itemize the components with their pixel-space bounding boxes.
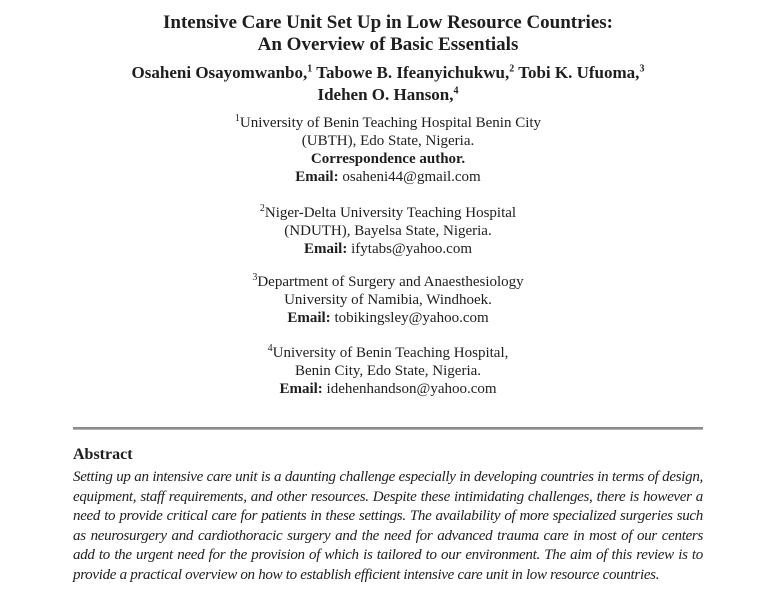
- affiliation-line: [73, 204, 703, 222]
- email-label: Email:: [304, 241, 348, 257]
- affiliation-3: [73, 273, 703, 327]
- affiliation-line: [73, 114, 703, 132]
- affiliation-institution: Department of Surgery and Anaesthesiology: [257, 274, 524, 290]
- affiliation-marker: 3: [639, 63, 645, 75]
- affiliation-number: 1: [234, 113, 240, 124]
- affiliation-1: [73, 114, 703, 186]
- email-address: tobikingsley@yahoo.com: [334, 310, 489, 326]
- email-address: idehenhandson@yahoo.com: [326, 381, 497, 397]
- paper-title-line-2: An Overview of Basic Essentials: [257, 34, 519, 55]
- affiliation-line: (NDUTH), Bayelsa State, Nigeria.: [284, 223, 492, 239]
- email-line: [73, 168, 703, 186]
- affiliation-marker: 4: [453, 85, 459, 97]
- document-page: [0, 12, 776, 596]
- author-name: Idehen O. Hanson,: [317, 85, 454, 104]
- affiliation-line: [73, 273, 703, 291]
- affiliation-institution: University of Benin Teaching Hospital Benin City: [239, 115, 542, 131]
- affiliation-line: [73, 344, 703, 362]
- author-line-1: [73, 62, 703, 84]
- page-content: [73, 12, 703, 585]
- abstract-text: Setting up an intensive care unit is a daunting challenge especially in developing countries in terms of design, equipment, staff requirements, and other resources. Despite these intimidating challenges, there is however a need to provide critical care for patients in these settings. The availability of more specialized surgeries such as neurosurgery and cardiothoracic surgery and the need for advanced trauma care in most of our centers add to the urgent need for the provision of which is tailored to our environment. The aim of this review is to provide a practical overview on how to establish efficient intensive care unit in low resource countries.: [73, 469, 703, 583]
- affiliation-line: University of Namibia, Windhoek.: [284, 292, 492, 308]
- affiliation-number: 4: [267, 343, 273, 354]
- email-address: ifytabs@yahoo.com: [351, 241, 472, 257]
- email-label: Email:: [287, 310, 331, 326]
- affiliation-4: [73, 344, 703, 398]
- author-line-2: [73, 84, 703, 106]
- affiliation-marker: 2: [509, 63, 515, 75]
- affiliation-institution: University of Benin Teaching Hospital,: [272, 345, 509, 361]
- affiliation-2: [73, 204, 703, 258]
- abstract-heading: Abstract: [73, 446, 133, 463]
- affiliation-line: Benin City, Edo State, Nigeria.: [294, 363, 482, 379]
- affiliation-number: 2: [259, 203, 265, 214]
- email-line: [73, 380, 703, 398]
- affiliation-number: 3: [252, 272, 258, 283]
- email-address: osaheni44@gmail.com: [342, 169, 481, 185]
- paper-title-line-1: Intensive Care Unit Set Up in Low Resource Countries:: [162, 12, 613, 33]
- affiliation-institution: Niger-Delta University Teaching Hospital: [264, 205, 517, 221]
- affiliation-line: (UBTH), Edo State, Nigeria.: [301, 133, 475, 149]
- author-name: Tobi K. Ufuoma,: [514, 63, 640, 82]
- affiliation-marker: 1: [307, 63, 313, 75]
- author-name: Tabowe B. Ifeanyichukwu,: [316, 63, 510, 82]
- email-label: Email:: [279, 381, 323, 397]
- email-line: [73, 309, 703, 327]
- author-name: Osaheni Osayomwanbo,: [131, 63, 308, 82]
- author-list: [73, 62, 703, 106]
- section-divider: [73, 427, 703, 430]
- correspondence-note: Correspondence author.: [310, 151, 466, 167]
- email-line: [73, 240, 703, 258]
- email-label: Email:: [295, 169, 339, 185]
- paper-title: [73, 12, 703, 56]
